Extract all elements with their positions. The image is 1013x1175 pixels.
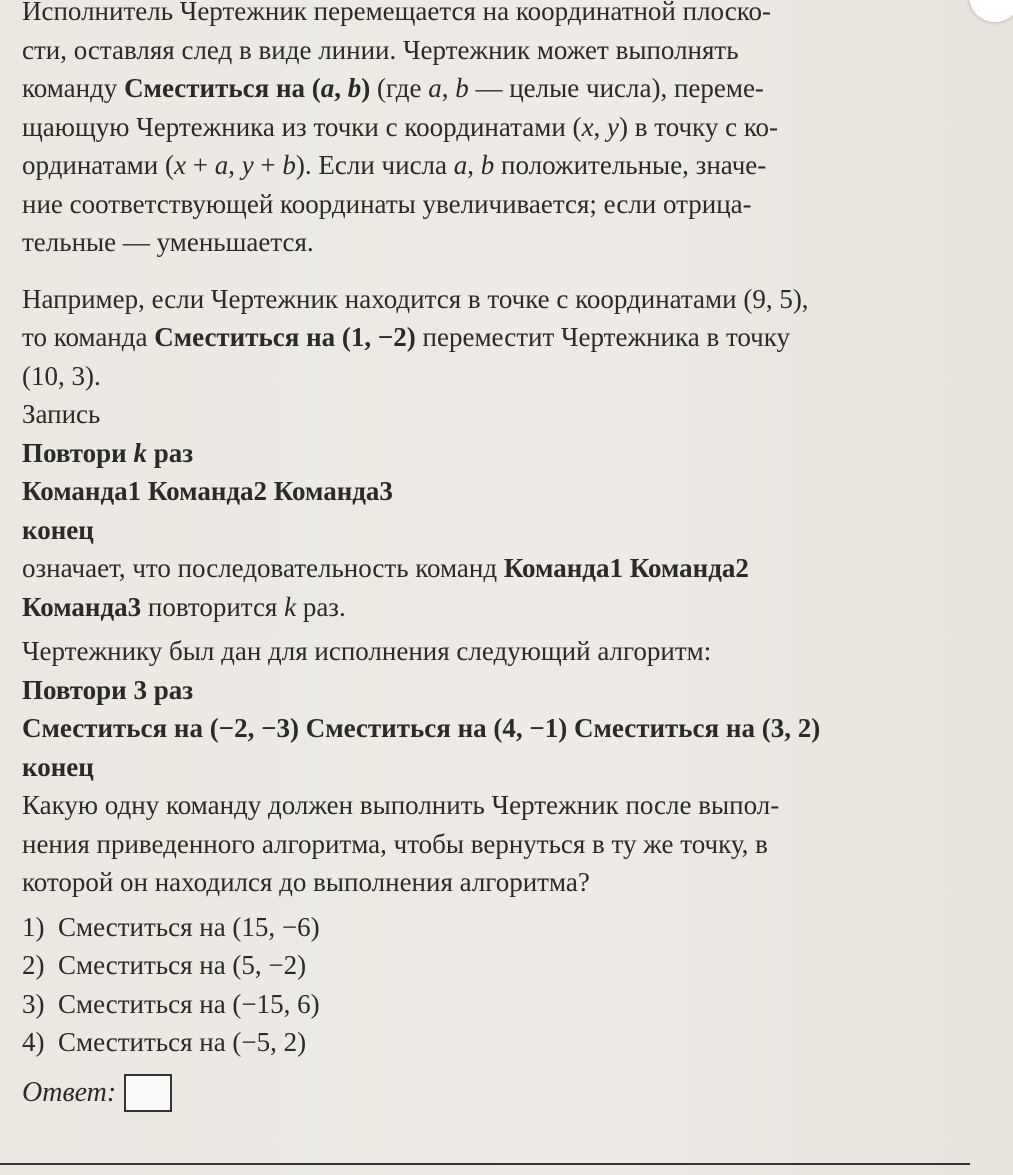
example-paragraph <box>22 280 980 396</box>
syntax-end: конец <box>22 514 94 545</box>
option-2[interactable]: 2) Сместиться на (5, −2) <box>22 950 307 980</box>
syntax-record: Запись <box>22 399 101 429</box>
question-line-3: которой он находился до выполнения алгоритма? <box>22 867 590 897</box>
answer-row <box>22 1074 980 1113</box>
intro-line-6: ние соответствующей координаты увеличивается; если отрица- <box>22 188 752 219</box>
syntax-means-2: Команда3 повторится k раз. <box>22 591 346 622</box>
algorithm-repeat: Повтори 3 раз <box>22 674 194 705</box>
syntax-means-1: означает, что последовательность команд Команда1 Команда2 <box>22 553 749 583</box>
syntax-block <box>22 395 980 626</box>
algorithm-block <box>22 632 980 786</box>
intro-line-7: тельные — уменьшается. <box>22 227 314 257</box>
intro-line-2: сти, оставляя след в виде линии. Чертежник может выполнять <box>22 34 739 65</box>
intro-paragraph <box>22 0 980 262</box>
syntax-repeat: Повтори k раз <box>22 437 194 468</box>
bottom-rule <box>0 1163 970 1165</box>
algorithm-intro: Чертежнику был дан для исполнения следующий алгоритм: <box>22 636 712 666</box>
option-4[interactable]: 4) Сместиться на (−5, 2) <box>22 1027 307 1057</box>
example-line-3: (10, 3). <box>22 360 101 391</box>
intro-line-4: щающую Чертежника из точки с координатами (x, y) в точку с ко- <box>22 111 779 142</box>
option-1[interactable]: 1) Сместиться на (15, −6) <box>22 911 320 942</box>
intro-line-5: ординатами (x + a, y + b). Если числа a, b положительные, значе- <box>22 150 767 180</box>
example-line-1: Например, если Чертежник находится в точке с координатами (9, 5), <box>22 283 809 314</box>
intro-line-1: Исполнитель Чертежник перемещается на координатной плоско- <box>22 0 771 26</box>
algorithm-commands: Сместиться на (−2, −3) Сместиться на (4, −1) Сместиться на (3, 2) <box>22 713 821 743</box>
example-line-2: то команда Сместиться на (1, −2) переместит Чертежника в точку <box>22 322 790 352</box>
option-3[interactable]: 3) Сместиться на (−15, 6) <box>22 988 320 1019</box>
syntax-commands: Команда1 Команда2 Команда3 <box>22 476 393 506</box>
question-line-1: Какую одну команду должен выполнить Чертежник после выпол- <box>22 790 780 820</box>
question-paragraph <box>22 786 980 902</box>
answer-box[interactable] <box>124 1074 172 1112</box>
task-content <box>22 0 980 1112</box>
answer-label: Ответ: <box>22 1076 117 1108</box>
intro-line-3: команду Сместиться на (a, b) (где a, b — целые числа), переме- <box>22 73 764 103</box>
answer-options <box>22 908 980 1062</box>
algorithm-end: конец <box>22 751 94 782</box>
question-line-2: нения приведенного алгоритма, чтобы вернуться в ту же точку, в <box>22 828 768 859</box>
